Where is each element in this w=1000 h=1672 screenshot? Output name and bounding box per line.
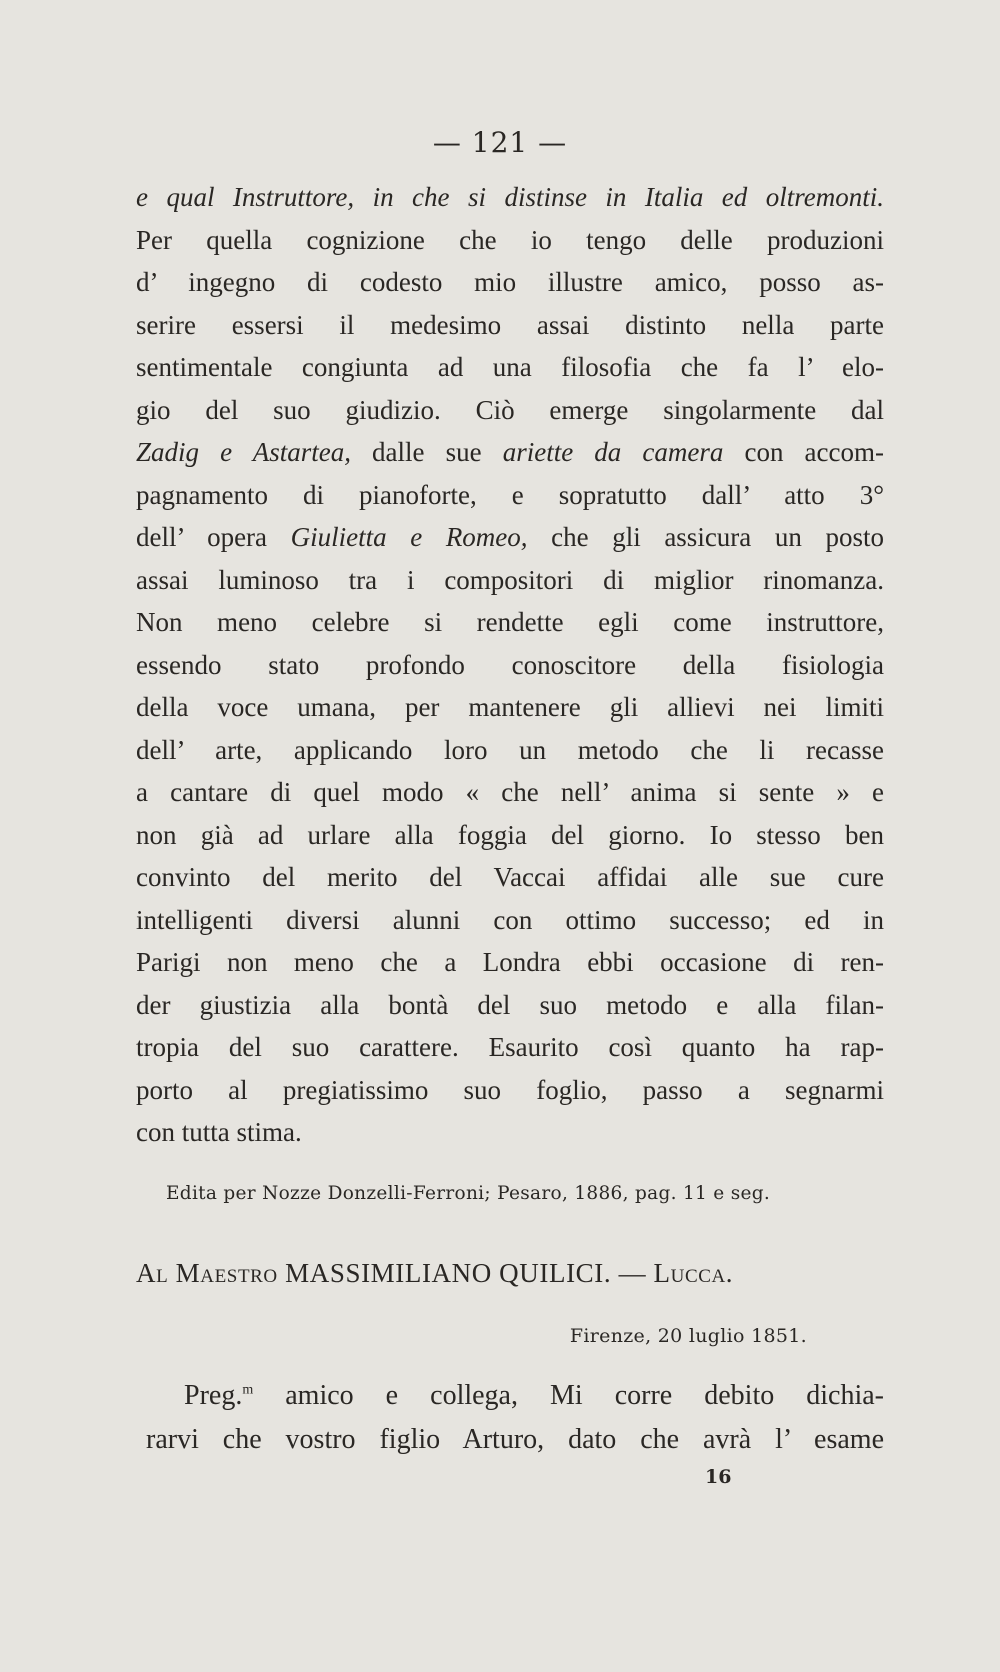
text-line (136, 601, 884, 644)
footnote: Edita per Nozze Donzelli-Ferroni; Pesaro, 1886, pag. 11 e seg. (166, 1183, 771, 1204)
italic-text: Zadig e Astartea, (136, 437, 351, 467)
line-text: Non meno celebre si rendette egli come instruttore, (136, 607, 884, 637)
line-text: intelligenti diversi alunni con ottimo successo; ed in (136, 904, 884, 935)
line-text: gio del suo giudizio. Ciò emerge singolarmente dal (136, 394, 884, 425)
line-text: a cantare di quel modo « che nell’ anima si sente » e (136, 777, 884, 807)
salutation-superscript: m (242, 1382, 254, 1398)
letter-line (146, 1374, 884, 1418)
letter-heading (136, 1258, 884, 1289)
text-line (136, 1026, 884, 1069)
text-line (136, 984, 884, 1027)
italic-text: ariette da camera (502, 437, 724, 467)
italic-text: Giulietta e Romeo, (290, 522, 528, 552)
letter-line: rarvi che vostro figlio Arturo, dato che avrà l’ esame (146, 1424, 884, 1455)
line-text: dell’ opera (136, 522, 291, 552)
line-text: essendo stato profondo conoscitore della fisiologia (136, 649, 884, 680)
letter-body (146, 1374, 884, 1462)
line-text: con tutta stima. (136, 1117, 302, 1147)
text-line (136, 431, 884, 474)
letter-line-text: amico e collega, Mi corre debito dichia- (253, 1380, 884, 1411)
line-text: tropia del suo carattere. Esaurito così quanto ha rap- (136, 1032, 884, 1062)
line-text: porto al pregiatissimo suo foglio, passo a segnarmi (136, 1074, 884, 1105)
text-line (136, 346, 884, 389)
text-line (136, 176, 884, 219)
text-line (136, 771, 884, 814)
heading-recipient: MASSIMILIANO QUILICI. (285, 1258, 612, 1288)
text-line (136, 389, 884, 432)
heading-city: Lucca. (653, 1258, 734, 1288)
line-text: convinto del merito del Vaccai affidai alle sue cure (136, 862, 884, 892)
text-line (136, 474, 884, 517)
heading-prefix: Al Maestro (136, 1258, 278, 1288)
text-line (136, 304, 884, 347)
salutation: Preg. (184, 1380, 243, 1411)
line-text: con accom- (723, 437, 884, 467)
line-text: d’ ingegno di codesto mio illustre amico, posso as- (136, 267, 884, 297)
italic-text: e qual Instruttore, in che si distinse in Italia ed oltremonti. (136, 182, 884, 212)
line-text: dalle sue (350, 437, 503, 467)
body-paragraph (136, 176, 884, 1154)
letter-dateline: Firenze, 20 luglio 1851. (569, 1325, 807, 1347)
page-number: — 121 — (432, 126, 568, 159)
text-line (136, 729, 884, 772)
line-text: Parigi non meno che a Londra ebbi occasione di ren- (136, 947, 884, 977)
line-text: dell’ arte, applicando loro un metodo che li recasse (136, 734, 884, 765)
text-line (136, 644, 884, 687)
text-line (136, 1069, 884, 1112)
text-line (136, 856, 884, 899)
text-line (136, 941, 884, 984)
text-line (136, 261, 884, 304)
signature-mark: 16 (705, 1466, 732, 1488)
line-text: pagnamento di pianoforte, e sopratutto dall’ atto 3° (136, 479, 884, 510)
line-text: della voce umana, per mantenere gli allievi nei limiti (136, 692, 884, 722)
text-line (136, 1111, 884, 1154)
text-line (136, 686, 884, 729)
text-line (136, 899, 884, 942)
line-text: serire essersi il medesimo assai distinto nella parte (136, 309, 884, 340)
line-text: che gli assicura un posto (527, 522, 884, 552)
text-line (136, 559, 884, 602)
line-text: der giustizia alla bontà del suo metodo e alla filan- (136, 989, 884, 1020)
line-text: Per quella cognizione che io tengo delle produzioni (136, 224, 884, 255)
heading-separator: — (611, 1258, 654, 1288)
line-text: assai luminoso tra i compositori di miglior rinomanza. (136, 564, 884, 595)
text-line (136, 219, 884, 262)
line-text: non già ad urlare alla foggia del giorno. Io stesso ben (136, 819, 884, 850)
text-line (136, 516, 884, 559)
text-line (136, 814, 884, 857)
line-text: sentimentale congiunta ad una filosofia che fa l’ elo- (136, 352, 884, 382)
